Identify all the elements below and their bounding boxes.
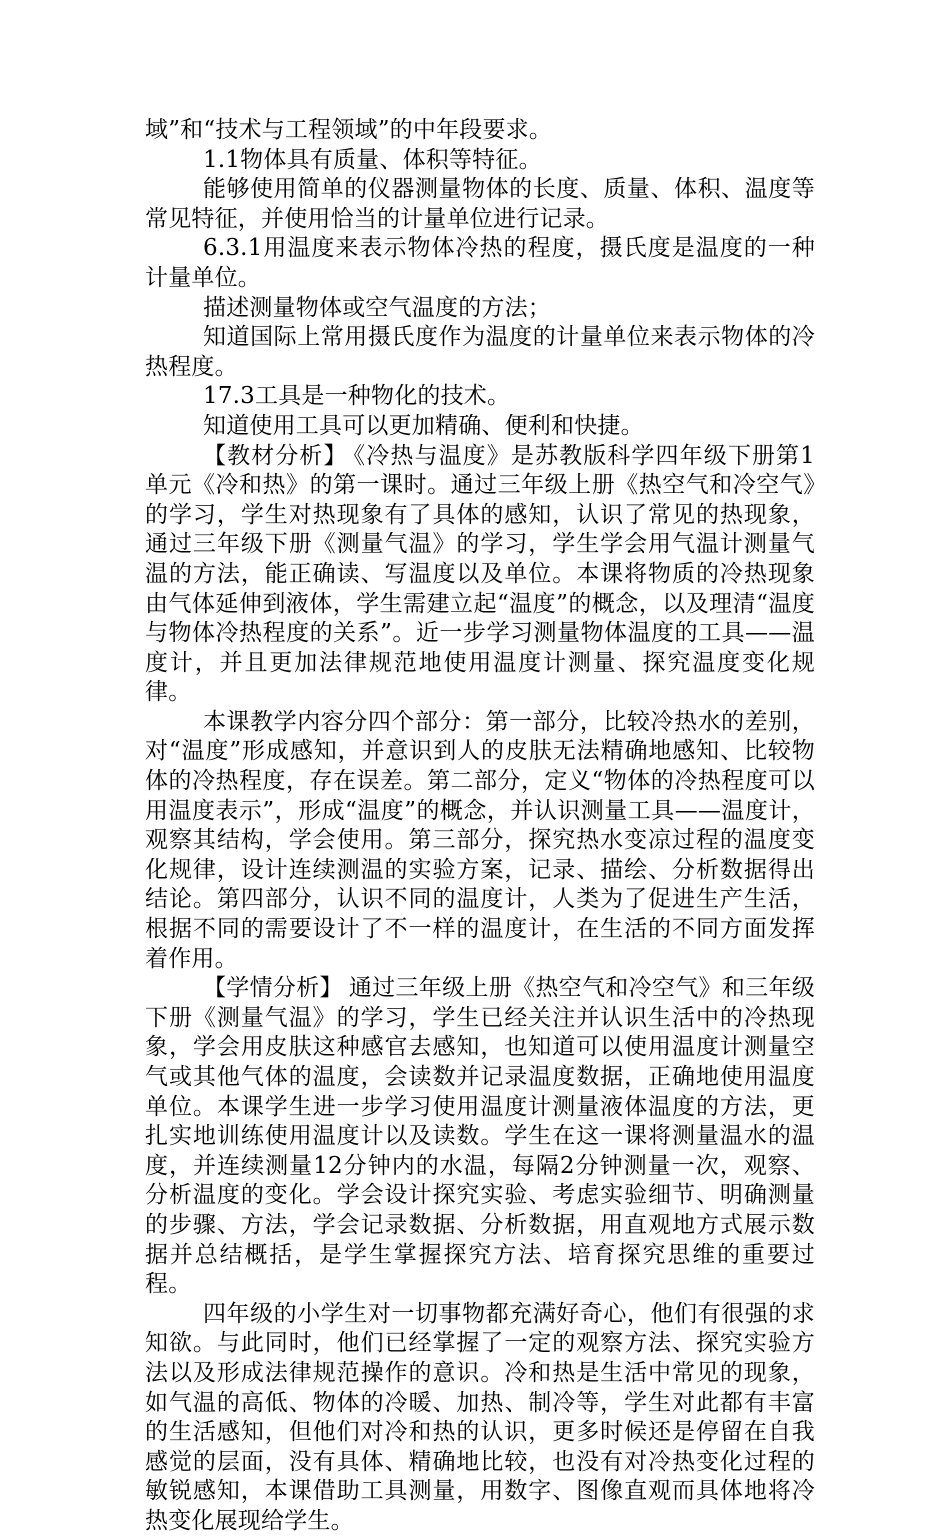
paragraph-describe-method: 描述测量物体或空气温度的方法； [203,294,551,321]
paragraph-tools-precise: 知道使用工具可以更加精确、便利和快捷。 [203,412,644,439]
document-page [145,116,815,1537]
paragraph-text: 《冷热与温度》是苏教版科学四年级下册第1单元《冷和热》的第一课时。通过三年级上册《热空气和冷空气》的学习，学生对热现象有了具体的感知，认识了常见的热现象，通过三年级下册《测量气温》的学习，学生学会用气温计测量气温的方法，能正确读、写温度以及单位。本课将物质的冷热现象由气体延伸到液体，学生需建立起“温度”的概念，以及理清“温度与物体冷热程度的关系”。近一步学习测量物体温度的工具——温度计，并且更加法律规范地使用温度计测量、探究温度变化规律。 [145,442,815,706]
paragraph-text: 通过三年级上册《热空气和冷空气》和三年级下册《测量气温》的学习，学生已经关注并认识生活中的冷热现象，学会用皮肤这种感官去感知，也知道可以使用温度计测量空气或其他气体的温度，会读数并记录温度数据，正确地使用温度单位。本课学生进一步学习使用温度计测量液体温度的方法，更扎实地训练使用温度计以及读数。学生在这一课将测量温水的温度，并连续测量12分钟内的水温，每隔2分钟测量一次，观察、分析温度的变化。学会设计探究实验、考虑实验细节、明确测量的步骤、方法，学会记录数据、分析数据，用直观地方式展示数据并总结概括，是学生掌握探究方法、培育探究思维的重要过程。 [145,975,816,1298]
paragraph-textbook-analysis [145,442,815,708]
paragraph-standard-1-1: 1.1物体具有质量、体积等特征。 [203,146,542,173]
paragraph-standard-6-3-1: 6.3.1用温度来表示物体冷热的程度，摄氏度是温度的一种计量单位。 [145,235,815,291]
paragraph-standard-17-3: 17.3工具是一种物化的技术。 [203,383,511,410]
paragraph-content-parts: 本课教学内容分四个部分：第一部分，比较冷热水的差别，对“温度”形成感知，并意识到人的皮肤无法精确地感知、比较物体的冷热程度，存在误差。第二部分，定义“物体的冷热程度可以用温度表示”，形成“温度”的概念，并认识测量工具——温度计，观察其结构，学会使用。第三部分，探究热水变凉过程的温度变化规律，设计连续测温的实验方案，记录、描绘、分析数据得出结论。第四部分，认识不同的温度计，人类为了促进生产生活，根据不同的需要设计了不一样的温度计，在生活的不同方面发挥着作用。 [145,708,815,972]
paragraph-measure-features: 能够使用简单的仪器测量物体的长度、质量、体积、温度等常见特征，并使用恰当的计量单位进行记录。 [145,176,815,232]
paragraph-student-analysis [145,974,815,1300]
section-label-textbook-analysis: 【教材分析】 [203,442,348,469]
paragraph-fourth-graders: 四年级的小学生对一切事物都充满好奇心，他们有很强的求知欲。与此同时，他们已经掌握了一定的观察方法、探究实验方法以及形成法律规范操作的意识。冷和热是生活中常见的现象，如气温的高低、物体的冷暖、加热、制冷等，学生对此都有丰富的生活感知，但他们对冷和热的认识，更多时候还是停留在自我感觉的层面，没有具体、精确地比较，也没有对冷热变化过程的敏锐感知，本课借助工具测量，用数字、图像直观而具体地将冷热变化展现给学生。 [145,1300,815,1534]
paragraph-continuation: 域”和“技术与工程领域”的中年段要求。 [145,117,553,143]
section-label-student-analysis: 【学情分析】 [203,975,343,1002]
paragraph-celsius: 知道国际上常用摄氏度作为温度的计量单位来表示物体的冷热程度。 [145,324,815,380]
